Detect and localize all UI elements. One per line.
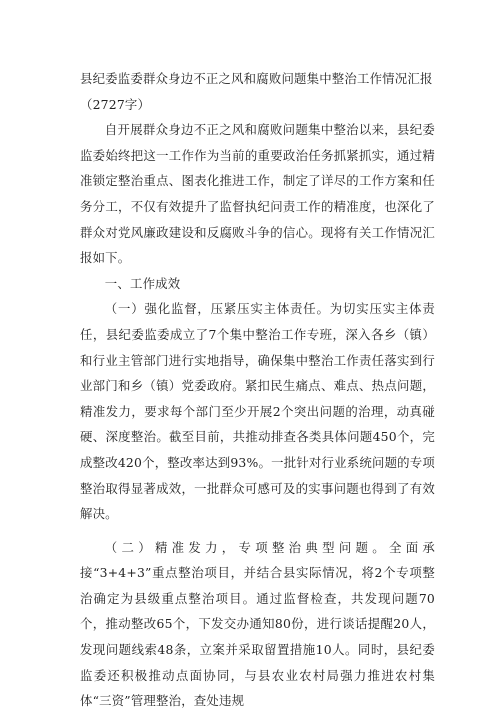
document-body (80, 66, 435, 714)
paragraph-strengthen-supervision: （一）强化监督，压紧压实主体责任。为切实压实主体责任，县纪委监委成立了7个集中整治工作专班，深入各乡（镇）和行业主管部门进行实地指导，确保集中整治工作责任落实到行业部门和乡（镇）党委政府。紧扣民生痛点、难点、热点问题，精准发力，要求每个部门至少开展2个突出问题的治理，动真碰硬、深度整治。截至目前，共推动排查各类具体问题450个，完成整改420个，整改率达到93%。一批针对行业系统问题的专项整治取得显著成效，一批群众可感可及的实事问题也得到了有效解决。 (80, 301, 435, 522)
section-heading-work-results: 一、工作成效 (104, 275, 181, 291)
paragraph-precise-rectification: （二）精准发力，专项整治典型问题。全面承接“3+4+3”重点整治项目，并结合县实际情况，将2个专项整治确定为县级重点整治项目。通过监督检查，共发现问题70个，推动整改65个，下发交办通知80份，进行谈话提醒20人，发现问题线索48条，立案并采取留置措施10人。同时，县纪委监委还积极推动点面协同，与县农业农村局强力推进农村集体“三资”管理整治，查处违规 (80, 539, 435, 709)
intro-paragraph: 自开展群众身边不正之风和腐败问题集中整治以来，县纪委监委始终把这一工作作为当前的重要政治任务抓紧抓实，通过精准锁定整治重点、图表化推进工作，制定了详尽的工作方案和任务分工，不仅有效提升了监督执纪问责工作的精准度，也深化了群众对党风廉政建设和反腐败斗争的信心。现将有关工作情况汇报如下。 (80, 122, 435, 266)
document-title: 县纪委监委群众身边不正之风和腐败问题集中整治工作情况汇报（2727字） (80, 71, 433, 112)
paragraph-spacer (80, 527, 435, 535)
